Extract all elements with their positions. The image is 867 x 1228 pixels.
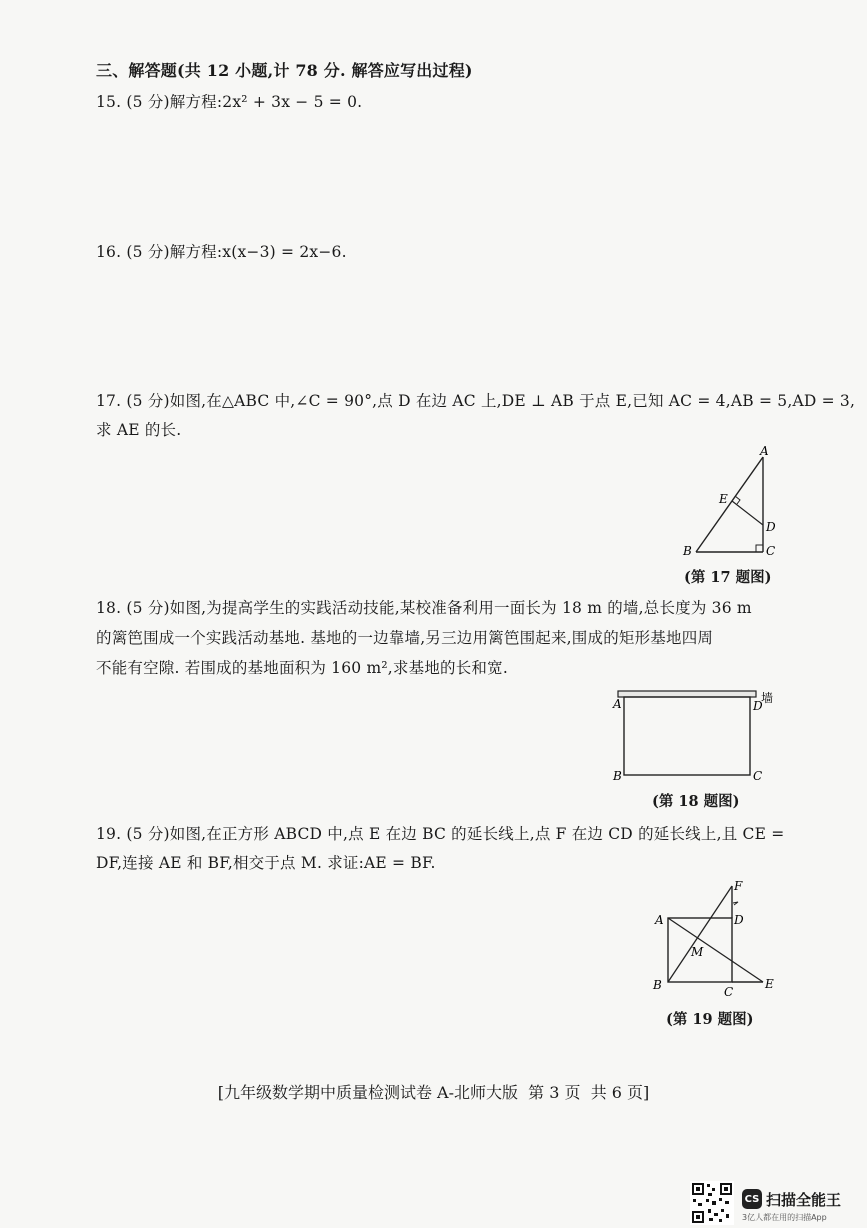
label-c: C (766, 544, 776, 558)
question-15: 15. (5 分)解方程:2x² + 3x − 5 = 0. (96, 93, 363, 111)
figure-19 (650, 876, 780, 1001)
question-16: 16. (5 分)解方程:x(x−3) = 2x−6. (96, 243, 347, 261)
label-d: D (766, 520, 776, 534)
right-angle-e (735, 496, 740, 504)
label-a: A (760, 445, 769, 458)
scanner-watermark (690, 1191, 860, 1225)
label-m: M (691, 945, 704, 959)
scanner-logo: CS (742, 1189, 762, 1209)
rectangle-abcd (624, 697, 750, 775)
figure-18 (610, 686, 782, 786)
question-18-line-1: 18. (5 分)如图,为提高学生的实践活动技能,某校准备利用一面长为 18 m 的墙,总长度为 36 m (96, 599, 752, 617)
question-17-line-2: 求 AE 的长. (96, 421, 182, 439)
section-title: 三、解答题(共 12 小题,计 78 分. 解答应写出过程) (96, 61, 473, 80)
figure-17 (680, 445, 780, 560)
label-e: E (719, 492, 728, 506)
label-b: B (683, 544, 692, 558)
question-19-line-1: 19. (5 分)如图,在正方形 ABCD 中,点 E 在边 BC 的延长线上,点 F 在边 CD 的延长线上,且 CE = (96, 825, 785, 843)
label-c: C (753, 769, 763, 783)
label-b: B (653, 978, 662, 992)
scanner-tagline: 3亿人都在用的扫描App (742, 1213, 827, 1222)
page-footer: [九年级数学期中质量检测试卷 A-北师大版 第 3 页 共 6 页] (217, 1083, 650, 1102)
tick-mark (733, 902, 738, 905)
label-d: D (753, 699, 763, 713)
question-19-line-2: DF,连接 AE 和 BF,相交于点 M. 求证:AE = BF. (96, 854, 436, 872)
question-18-line-3: 不能有空隙. 若围成的基地面积为 160 m²,求基地的长和宽. (96, 659, 508, 677)
question-17-line-1: 17. (5 分)如图,在△ABC 中,∠C = 90°,点 D 在边 AC 上,DE ⊥ AB 于点 E,已知 AC = 4,AB = 5,AD = 3, (96, 392, 856, 410)
label-f: F (734, 879, 743, 893)
label-c: C (724, 985, 734, 999)
wall-label: 墙 (761, 691, 774, 705)
label-e: E (765, 977, 774, 991)
scanner-name: 扫描全能王 (766, 1191, 842, 1209)
segment-de (732, 501, 763, 525)
question-18-line-2: 的篱笆围成一个实践活动基地. 基地的一边靠墙,另三边用篱笆围起来,围成的矩形基地四周 (96, 629, 714, 647)
label-b: B (613, 769, 622, 783)
label-a: A (613, 697, 622, 711)
label-a: A (655, 913, 664, 927)
label-d: D (734, 913, 744, 927)
figure-17-caption: (第 17 题图) (684, 569, 772, 586)
figure-18-caption: (第 18 题图) (652, 793, 740, 810)
qr-code-icon (690, 1181, 734, 1225)
figure-19-caption: (第 19 题图) (666, 1011, 754, 1028)
wall (618, 691, 756, 697)
segment-ab (696, 457, 763, 552)
right-angle-c (756, 545, 763, 552)
segment-ae (668, 918, 763, 982)
segment-bf (668, 886, 732, 982)
